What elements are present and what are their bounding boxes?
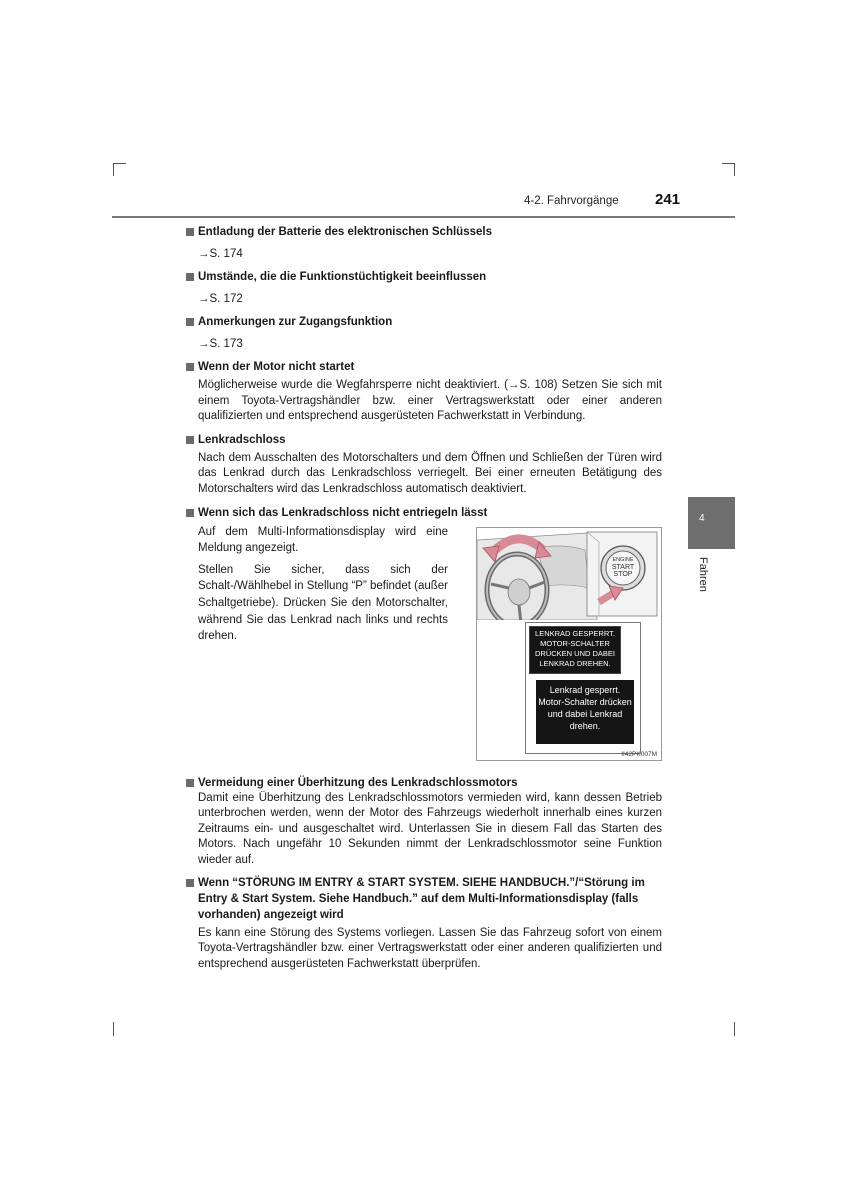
section-body: Es kann eine Störung des Systems vorliegen. Lassen Sie das Fahrzeug sofort von einem Toyota-Vertragshändler bzw. einer Vertragswerkstatt oder einer anderen qualifizierten und entsprechend ausgerüsteten Fachwerkstatt überprüfen. (198, 926, 662, 970)
square-bullet-icon (186, 363, 194, 371)
square-bullet-icon (186, 779, 194, 787)
section-body: Möglicherweise wurde die Wegfahrsperre nicht deaktiviert. (→S. 108) Setzen Sie sich mit einem Toyota-Vertragshändler bzw. einer Vertragswerkstatt oder einer anderen qualifizierten und entsprechend ausgerüsteten Fachwerkstatt in Verbindung. (198, 379, 662, 423)
square-bullet-icon (186, 273, 194, 281)
section-body: Damit eine Überhitzung des Lenkradschlossmotors vermieden wird, kann dessen Betrieb unterbrochen werden, wenn der Motor des Fahrzeugs wiederholt innerhalb eines kurzen Zeitraums ein- und ausgeschaltet wird. Unterlassen Sie in diesem Fall das Starten des Motors. Nach ungefähr 10 Sekunden nimmt der Lenkradschlossmotor seine Funktion wieder auf. (198, 791, 662, 866)
section-heading: Umstände, die die Funktionstüchtigkeit beeinflussen (186, 269, 662, 285)
section-heading: Anmerkungen zur Zugangsfunktion (186, 314, 662, 330)
steering-lock-block (186, 524, 662, 761)
crop-mark-top-right-v (734, 163, 735, 176)
square-bullet-icon (186, 509, 194, 517)
chapter-tab-label: Fahren (697, 557, 709, 592)
square-bullet-icon (186, 228, 194, 236)
section-heading: Wenn der Motor nicht startet (186, 359, 662, 375)
engine-button-label-2: START (611, 563, 635, 571)
page-reference-link[interactable]: →S. 174 (198, 248, 243, 260)
section-body: Nach dem Ausschalten des Motorschalters und dem Öffnen und Schließen der Türen wird das Lenkrad durch das Lenkradschloss verriegelt. Bei einer erneuten Betätigung des Motorschalters wird das Lenkradschloss automatisch deaktiviert. (198, 451, 662, 495)
page-reference-link[interactable]: →S. 173 (198, 338, 243, 350)
section-heading: Wenn sich das Lenkradschloss nicht entriegeln lässt (186, 505, 662, 521)
square-bullet-icon (186, 436, 194, 444)
page-content (186, 224, 662, 972)
steering-lock-para-2: Stellen Sie sicher, dass sich der Schalt-/Wählhebel in Stellung “P” befindet (außer Schaltgetriebe). Drücken Sie den Motorschalter, während Sie das Lenkrad nach links und rechts drehen. (198, 563, 448, 643)
chapter-tab (688, 497, 735, 549)
display-message-uppercase: LENKRAD GESPERRT. MOTOR-SCHALTER DRÜCKEN UND DABEI LENKRAD DREHEN. (529, 626, 621, 674)
display-message-mixedcase: Lenkrad gesperrt. Motor-Schalter drücken und dabei Lenkrad drehen. (536, 680, 634, 744)
chapter-section-title: 4-2. Fahrvorgänge (524, 195, 619, 207)
steering-lock-text (198, 524, 448, 761)
figure-id: II42PK007M (621, 750, 657, 758)
square-bullet-icon (186, 318, 194, 326)
chapter-tab-number: 4 (699, 513, 705, 524)
steering-lock-para-1: Auf dem Multi-Informationsdisplay wird eine Meldung angezeigt. (198, 525, 448, 555)
crop-mark-top-left-h (113, 163, 126, 164)
section-heading: Lenkradschloss (186, 432, 662, 448)
crop-mark-bottom-left (113, 1022, 114, 1036)
section-heading: Wenn “STÖRUNG IM ENTRY & START SYSTEM. SIEHE HANDBUCH.”/“Störung im Entry & Start System. Siehe Handbuch.” auf dem Multi-Informationsdisplay (falls vorhanden) angezeigt wird (186, 875, 662, 923)
crop-mark-top-left-v (113, 163, 114, 176)
crop-mark-bottom-right (734, 1022, 735, 1036)
steering-lock-illustration (476, 527, 662, 761)
page-number: 241 (655, 191, 681, 208)
square-bullet-icon (186, 879, 194, 887)
section-heading: Vermeidung einer Überhitzung des Lenkradschlossmotors (186, 775, 662, 791)
steering-wheel-engine-switch-drawing (477, 528, 661, 620)
engine-button-label-3: STOP (613, 570, 633, 578)
section-heading: Entladung der Batterie des elektronischen Schlüssels (186, 224, 662, 240)
engine-button-label-1: ENGINE (612, 556, 634, 563)
header-rule (112, 216, 735, 218)
page-reference-link[interactable]: →S. 172 (198, 293, 243, 305)
